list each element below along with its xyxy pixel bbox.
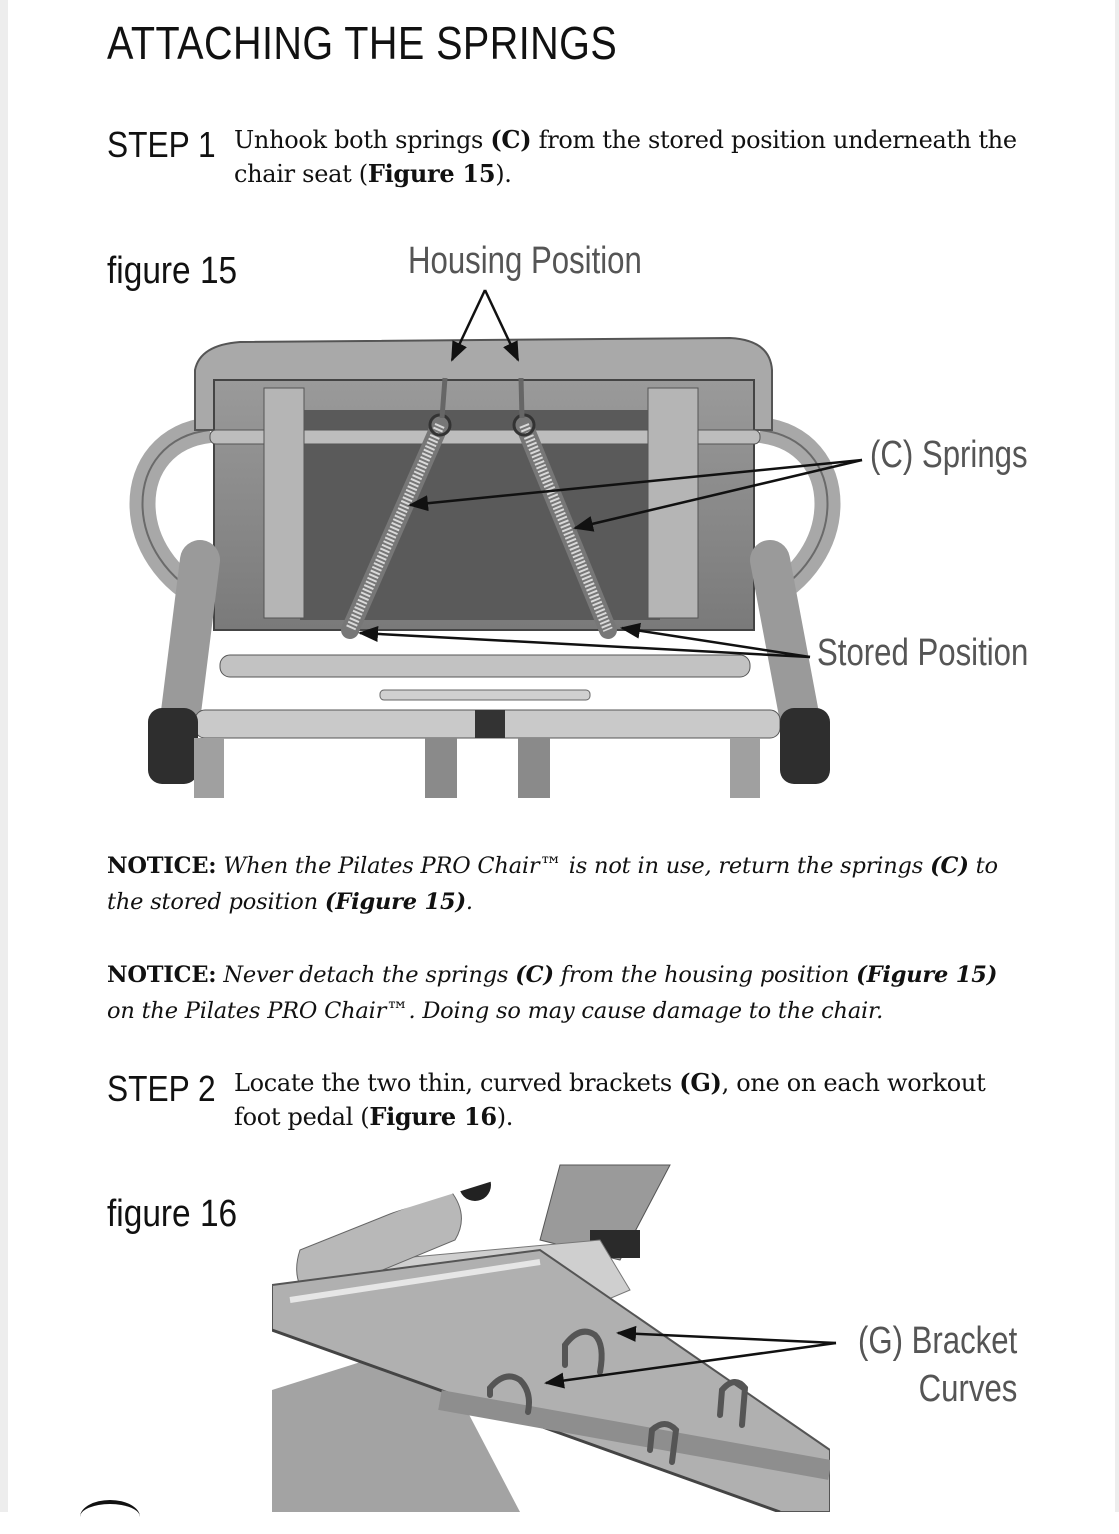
notice-never-detach: NOTICE: Never detach the springs (C) from the housing position (Figure 15) on the Pilates PRO Chair™. Doing so may cause damage to the chair. [107,962,998,1024]
callout-stored-position: Stored Position [817,632,1029,674]
page-left-edge [0,0,8,1512]
page-right-edge [1115,0,1119,1512]
step1-text: Unhook both springs (C) from the stored position underneath the chair seat (Figure 15). [234,125,1017,188]
callout-springs: (C) Springs [870,434,1028,476]
callout-housing-position: Housing Position [408,240,642,282]
callout-bracket-curves-line2: Curves [918,1368,1017,1410]
step1-label: STEP 1 [107,124,216,165]
page-number-circle-edge [80,1500,140,1534]
figure15-photo [130,280,1030,800]
notice-return-springs: NOTICE: When the Pilates PRO Chair™ is not in use, return the springs (C) to the stored position (Figure 15). [107,853,998,915]
figure16-photo [272,1160,832,1512]
callout-bracket-curves-line1: (G) Bracket [857,1320,1017,1362]
figure15-label: figure 15 [107,250,238,292]
page-title: ATTACHING THE SPRINGS [107,17,618,69]
step2-text: Locate the two thin, curved brackets (G), one on each workout foot pedal (Figure 16). [234,1068,986,1131]
figure16-label: figure 16 [107,1193,238,1235]
step2-label: STEP 2 [107,1068,216,1109]
